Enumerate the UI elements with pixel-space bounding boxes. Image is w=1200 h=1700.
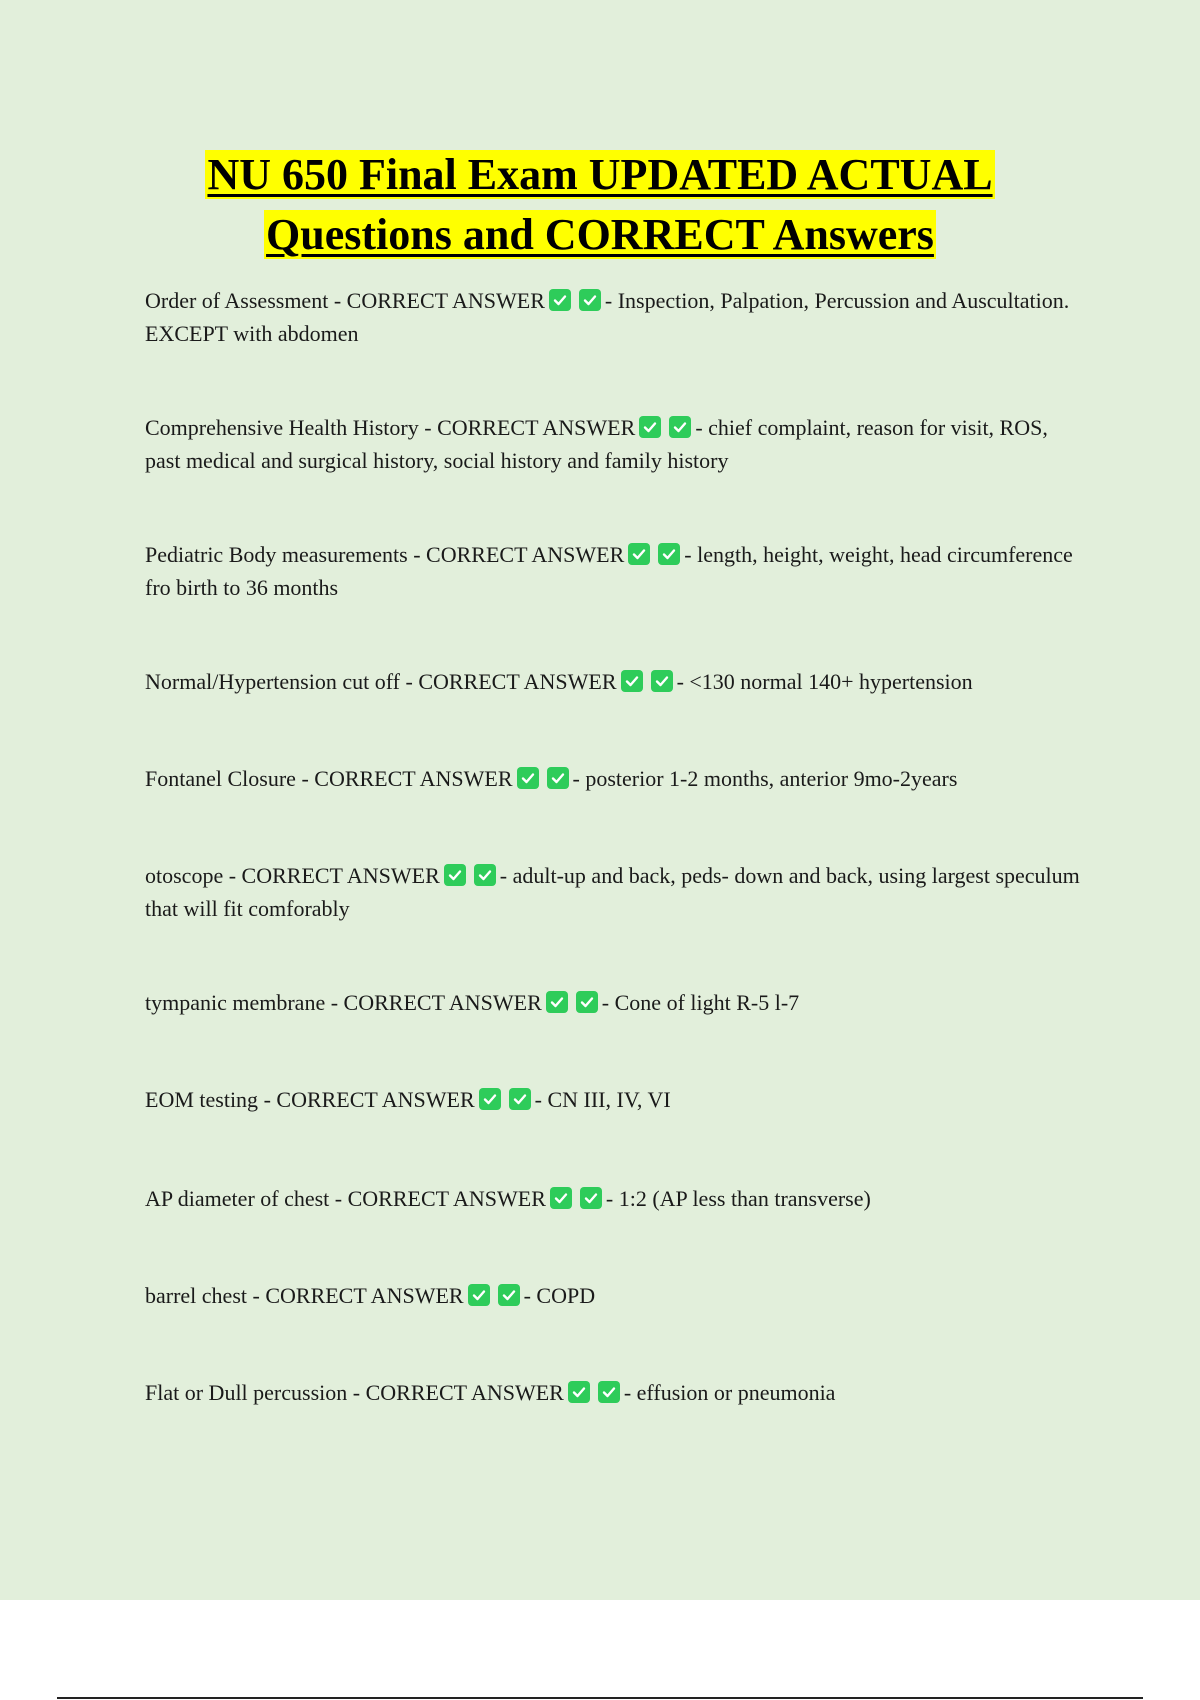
answer-text: chief complaint, reason for visit, ROS, past medical and surgical history, social history and family history	[145, 415, 1048, 473]
green-checkbox-icon	[628, 543, 650, 565]
qa-item: AP diameter of chest - CORRECT ANSWER - 1:2 (AP less than transverse)	[145, 1186, 871, 1211]
title-line-1: NU 650 Final Exam UPDATED ACTUAL	[207, 150, 993, 199]
answer-text: posterior 1-2 months, anterior 9mo-2years	[585, 766, 958, 791]
correct-answer-label: CORRECT ANSWER	[426, 542, 625, 567]
green-checkbox-icon	[658, 543, 680, 565]
answer-text: length, height, weight, head circumference fro birth to 36 months	[145, 542, 1073, 600]
answer-text: COPD	[536, 1283, 596, 1308]
qa-item: barrel chest - CORRECT ANSWER - COPD	[145, 1283, 596, 1308]
green-checkbox-icon	[621, 670, 643, 692]
question-term: Pediatric Body measurements	[145, 542, 408, 567]
green-checkbox-icon	[580, 1187, 602, 1209]
qa-item: Pediatric Body measurements - CORRECT ANSWER - length, height, weight, head circumference fro birth to 36 months	[145, 542, 1073, 600]
correct-answer-label: CORRECT ANSWER	[314, 766, 513, 791]
answer-text: <130 normal 140+ hypertension	[689, 669, 973, 694]
question-term: barrel chest	[145, 1283, 247, 1308]
answer-text: CN III, IV, VI	[547, 1087, 671, 1112]
green-checkbox-icon	[639, 416, 661, 438]
question-term: Fontanel Closure	[145, 766, 296, 791]
correct-answer-label: CORRECT ANSWER	[437, 415, 636, 440]
qa-item: Comprehensive Health History - CORRECT ANSWER - chief complaint, reason for visit, ROS, past medical and surgical history, social history and family history	[145, 415, 1048, 473]
answer-text: 1:2 (AP less than transverse)	[618, 1186, 871, 1211]
green-checkbox-icon	[517, 767, 539, 789]
title-line-2: Questions and CORRECT Answers	[266, 210, 934, 259]
green-checkbox-icon	[549, 289, 571, 311]
green-checkbox-icon	[479, 1088, 501, 1110]
green-checkbox-icon	[576, 991, 598, 1013]
correct-answer-label: CORRECT ANSWER	[241, 863, 440, 888]
green-checkbox-icon	[468, 1284, 490, 1306]
correct-answer-label: CORRECT ANSWER	[346, 288, 545, 313]
correct-answer-label: CORRECT ANSWER	[265, 1283, 464, 1308]
correct-answer-label: CORRECT ANSWER	[418, 669, 617, 694]
green-checkbox-icon	[651, 670, 673, 692]
qa-item: Normal/Hypertension cut off - CORRECT ANSWER - <130 normal 140+ hypertension	[145, 669, 973, 694]
question-term: Normal/Hypertension cut off	[145, 669, 400, 694]
answer-text: adult-up and back, peds- down and back, using largest speculum that will fit comforably	[145, 863, 1080, 921]
question-term: otoscope	[145, 863, 224, 888]
correct-answer-label: CORRECT ANSWER	[347, 1186, 546, 1211]
green-checkbox-icon	[579, 289, 601, 311]
green-checkbox-icon	[669, 416, 691, 438]
question-term: EOM testing	[145, 1087, 259, 1112]
qa-item: Fontanel Closure - CORRECT ANSWER - posterior 1-2 months, anterior 9mo-2years	[145, 766, 958, 791]
footer-divider	[57, 1697, 1143, 1699]
document-title	[0, 145, 1200, 265]
green-checkbox-icon	[509, 1088, 531, 1110]
answer-text: Cone of light R-5 l-7	[614, 990, 800, 1015]
green-checkbox-icon	[598, 1381, 620, 1403]
green-checkbox-icon	[546, 991, 568, 1013]
green-checkbox-icon	[498, 1284, 520, 1306]
answer-text: effusion or pneumonia	[636, 1380, 836, 1405]
qa-item: Flat or Dull percussion - CORRECT ANSWER - effusion or pneumonia	[145, 1380, 836, 1405]
qa-item: EOM testing - CORRECT ANSWER - CN III, IV, VI	[145, 1087, 671, 1112]
green-checkbox-icon	[474, 864, 496, 886]
correct-answer-label: CORRECT ANSWER	[365, 1380, 564, 1405]
question-term: Comprehensive Health History	[145, 415, 419, 440]
green-checkbox-icon	[568, 1381, 590, 1403]
question-term: Flat or Dull percussion	[145, 1380, 348, 1405]
answer-text: Inspection, Palpation, Percussion and Auscultation. EXCEPT with abdomen	[145, 288, 1070, 346]
question-term: AP diameter of chest	[145, 1186, 330, 1211]
correct-answer-label: CORRECT ANSWER	[276, 1087, 475, 1112]
green-checkbox-icon	[550, 1187, 572, 1209]
qa-item: tympanic membrane - CORRECT ANSWER - Cone of light R-5 l-7	[145, 990, 800, 1015]
green-checkbox-icon	[547, 767, 569, 789]
question-term: tympanic membrane	[145, 990, 326, 1015]
qa-item: Order of Assessment - CORRECT ANSWER - Inspection, Palpation, Percussion and Auscultation. EXCEPT with abdomen	[145, 288, 1070, 346]
question-term: Order of Assessment	[145, 288, 329, 313]
qa-item: otoscope - CORRECT ANSWER - adult-up and back, peds- down and back, using largest speculum that will fit comforably	[145, 863, 1080, 921]
green-checkbox-icon	[444, 864, 466, 886]
correct-answer-label: CORRECT ANSWER	[343, 990, 542, 1015]
